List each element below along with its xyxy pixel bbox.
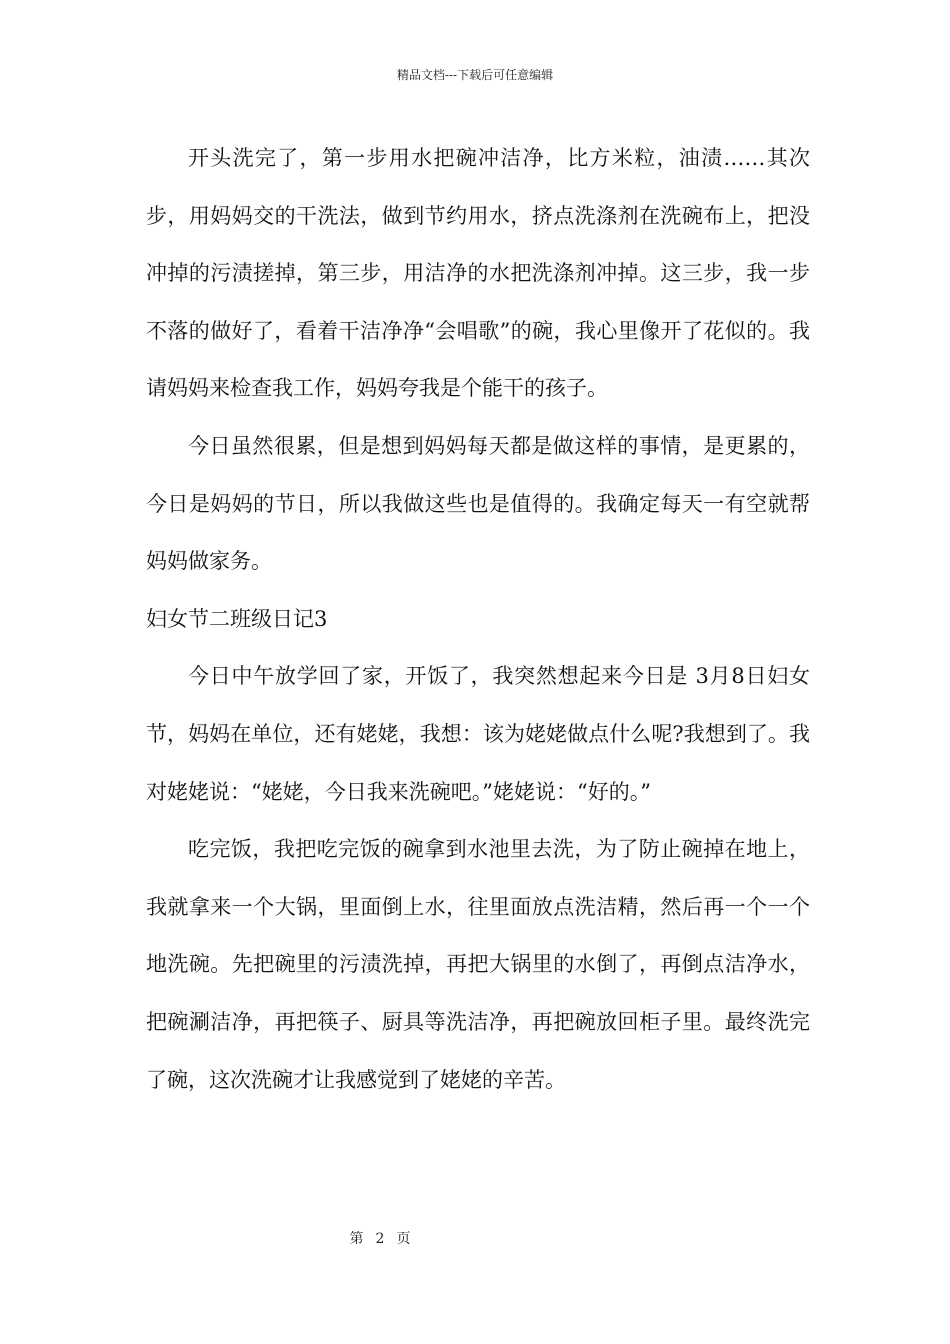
page-footer xyxy=(0,1228,760,1248)
page-prefix: 第 xyxy=(349,1231,364,1247)
document-body xyxy=(146,130,810,1109)
page-number: 2 xyxy=(375,1231,385,1247)
page-header: 精品文档---下载后可任意编辑 xyxy=(396,68,554,82)
section-title: 妇女节二班级日记3 xyxy=(146,606,328,631)
paragraph-2: 今日虽然很累，但是想到妈妈每天都是做这样的事情，是更累的，今日是妈妈的节日，所以我做这些也是值得的。我确定每天一有空就帮妈妈做家务。 xyxy=(146,433,810,574)
paragraph-4: 吃完饭，我把吃完饭的碗拿到水池里去洗，为了防止碗掉在地上，我就拿来一个大锅，里面倒上水，往里面放点洗洁精，然后再一个一个地洗碗。先把碗里的污渍洗掉，再把大锅里的水倒了，再倒点洁净水，把碗涮洁净，再把筷子、厨具等洗洁净，再把碗放回柜子里。最终洗完了碗，这次洗碗才让我感觉到了姥姥的辛苦。 xyxy=(146,837,810,1092)
page-suffix: 页 xyxy=(396,1231,411,1247)
paragraph-1: 开头洗完了，第一步用水把碗冲洁净，比方米粒，油渍……其次步，用妈妈交的干洗法，做到节约用水，挤点洗涤剂在洗碗布上，把没冲掉的污渍搓掉，第三步，用洁净的水把洗涤剂冲掉。这三步，我一步不落的做好了，看着干洁净净“会唱歌”的碗，我心里像开了花似的。我请妈妈来检查我工作，妈妈夸我是个能干的孩子。 xyxy=(146,146,810,401)
paragraph-3: 今日中午放学回了家，开饭了，我突然想起来今日是 3月8日妇女节，妈妈在单位，还有姥姥，我想：该为姥姥做点什么呢?我想到了。我对姥姥说：“姥姥，今日我来洗碗吧。”姥姥说：“好的。” xyxy=(146,664,810,804)
